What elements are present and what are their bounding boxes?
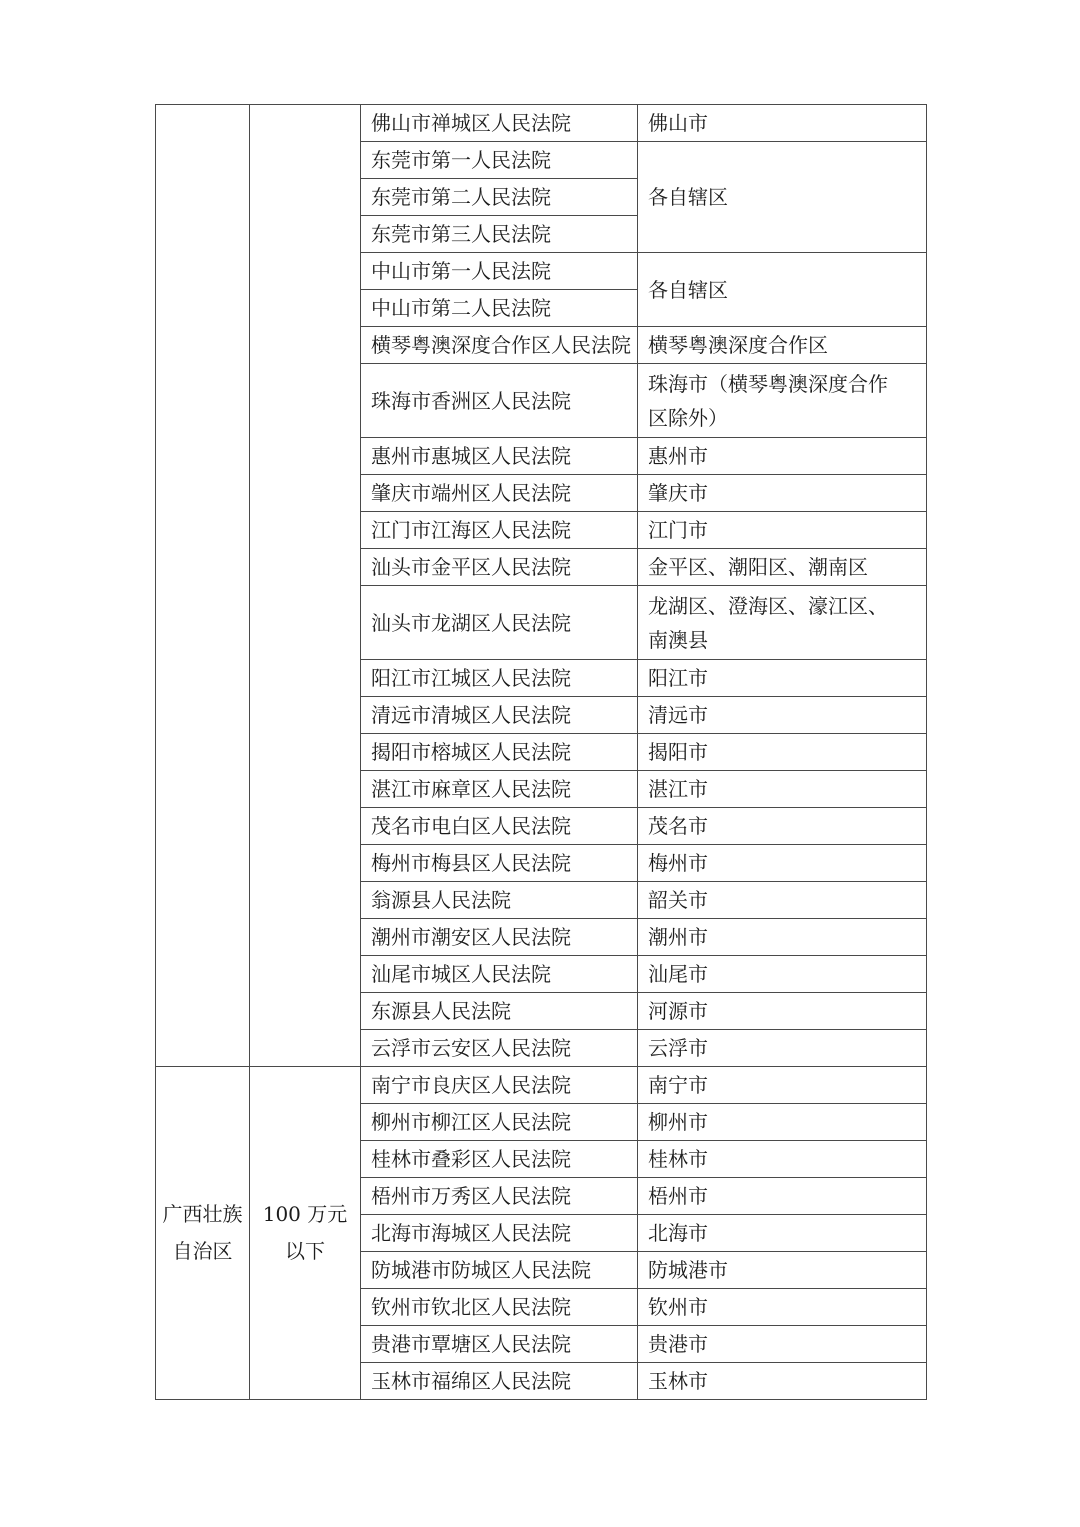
court-cell: 东莞市第一人民法院 — [361, 142, 638, 179]
jurisdiction-cell: 桂林市 — [638, 1141, 927, 1178]
court-cell: 江门市江海区人民法院 — [361, 512, 638, 549]
court-cell: 东莞市第二人民法院 — [361, 179, 638, 216]
court-cell: 云浮市云安区人民法院 — [361, 1030, 638, 1067]
jurisdiction-cell: 阳江市 — [638, 660, 927, 697]
jurisdiction-cell: 各自辖区 — [638, 142, 927, 253]
court-cell: 桂林市叠彩区人民法院 — [361, 1141, 638, 1178]
jurisdiction-cell: 金平区、潮阳区、潮南区 — [638, 549, 927, 586]
court-cell: 钦州市钦北区人民法院 — [361, 1289, 638, 1326]
jurisdiction-cell: 贵港市 — [638, 1326, 927, 1363]
court-cell: 揭阳市榕城区人民法院 — [361, 734, 638, 771]
court-cell: 东源县人民法院 — [361, 993, 638, 1030]
jurisdiction-cell: 柳州市 — [638, 1104, 927, 1141]
province-cell — [156, 1067, 250, 1400]
court-cell: 清远市清城区人民法院 — [361, 697, 638, 734]
court-cell: 南宁市良庆区人民法院 — [361, 1067, 638, 1104]
jurisdiction-cell: 防城港市 — [638, 1252, 927, 1289]
court-jurisdiction-table — [155, 104, 927, 1400]
court-cell: 北海市海城区人民法院 — [361, 1215, 638, 1252]
jurisdiction-cell: 梅州市 — [638, 845, 927, 882]
amount-line: 以下 — [285, 1239, 325, 1263]
jurisdiction-cell: 汕尾市 — [638, 956, 927, 993]
court-cell: 茂名市电白区人民法院 — [361, 808, 638, 845]
jurisdiction-cell: 潮州市 — [638, 919, 927, 956]
jurisdiction-cell: 韶关市 — [638, 882, 927, 919]
court-cell: 中山市第二人民法院 — [361, 290, 638, 327]
court-cell: 翁源县人民法院 — [361, 882, 638, 919]
jurisdiction-cell: 北海市 — [638, 1215, 927, 1252]
province-cell — [156, 105, 250, 1067]
court-cell: 东莞市第三人民法院 — [361, 216, 638, 253]
jurisdiction-cell: 揭阳市 — [638, 734, 927, 771]
jurisdiction-cell: 惠州市 — [638, 438, 927, 475]
jurisdiction-cell: 各自辖区 — [638, 253, 927, 327]
court-cell: 珠海市香洲区人民法院 — [361, 364, 638, 438]
court-cell: 肇庆市端州区人民法院 — [361, 475, 638, 512]
jurisdiction-cell: 茂名市 — [638, 808, 927, 845]
table-row — [156, 1067, 927, 1104]
amount-cell — [250, 1067, 361, 1400]
court-cell: 汕头市龙湖区人民法院 — [361, 586, 638, 660]
court-cell: 汕尾市城区人民法院 — [361, 956, 638, 993]
province-line: 自治区 — [172, 1239, 233, 1263]
amount-line: 100 万元 — [262, 1202, 348, 1226]
jurisdiction-cell: 湛江市 — [638, 771, 927, 808]
jurisdiction-cell: 清远市 — [638, 697, 927, 734]
jurisdiction-cell: 玉林市 — [638, 1363, 927, 1400]
court-cell: 湛江市麻章区人民法院 — [361, 771, 638, 808]
table-body — [156, 105, 927, 1400]
jurisdiction-cell: 云浮市 — [638, 1030, 927, 1067]
jurisdiction-cell: 江门市 — [638, 512, 927, 549]
jurisdiction-cell: 钦州市 — [638, 1289, 927, 1326]
court-cell: 贵港市覃塘区人民法院 — [361, 1326, 638, 1363]
court-cell: 汕头市金平区人民法院 — [361, 549, 638, 586]
jurisdiction-cell: 龙湖区、澄海区、濠江区、南澳县 — [638, 586, 927, 660]
jurisdiction-cell: 梧州市 — [638, 1178, 927, 1215]
court-cell: 柳州市柳江区人民法院 — [361, 1104, 638, 1141]
court-cell: 防城港市防城区人民法院 — [361, 1252, 638, 1289]
court-cell: 梅州市梅县区人民法院 — [361, 845, 638, 882]
court-cell: 玉林市福绵区人民法院 — [361, 1363, 638, 1400]
jurisdiction-cell: 南宁市 — [638, 1067, 927, 1104]
court-cell: 横琴粤澳深度合作区人民法院 — [361, 327, 638, 364]
court-cell: 潮州市潮安区人民法院 — [361, 919, 638, 956]
court-cell: 惠州市惠城区人民法院 — [361, 438, 638, 475]
jurisdiction-cell: 珠海市（横琴粤澳深度合作区除外） — [638, 364, 927, 438]
jurisdiction-cell: 佛山市 — [638, 105, 927, 142]
court-cell: 梧州市万秀区人民法院 — [361, 1178, 638, 1215]
province-line: 广西壮族 — [162, 1202, 243, 1226]
court-cell: 中山市第一人民法院 — [361, 253, 638, 290]
jurisdiction-cell: 横琴粤澳深度合作区 — [638, 327, 927, 364]
court-cell: 佛山市禅城区人民法院 — [361, 105, 638, 142]
jurisdiction-cell: 河源市 — [638, 993, 927, 1030]
court-cell: 阳江市江城区人民法院 — [361, 660, 638, 697]
jurisdiction-cell: 肇庆市 — [638, 475, 927, 512]
amount-cell — [250, 105, 361, 1067]
table-row — [156, 105, 927, 142]
